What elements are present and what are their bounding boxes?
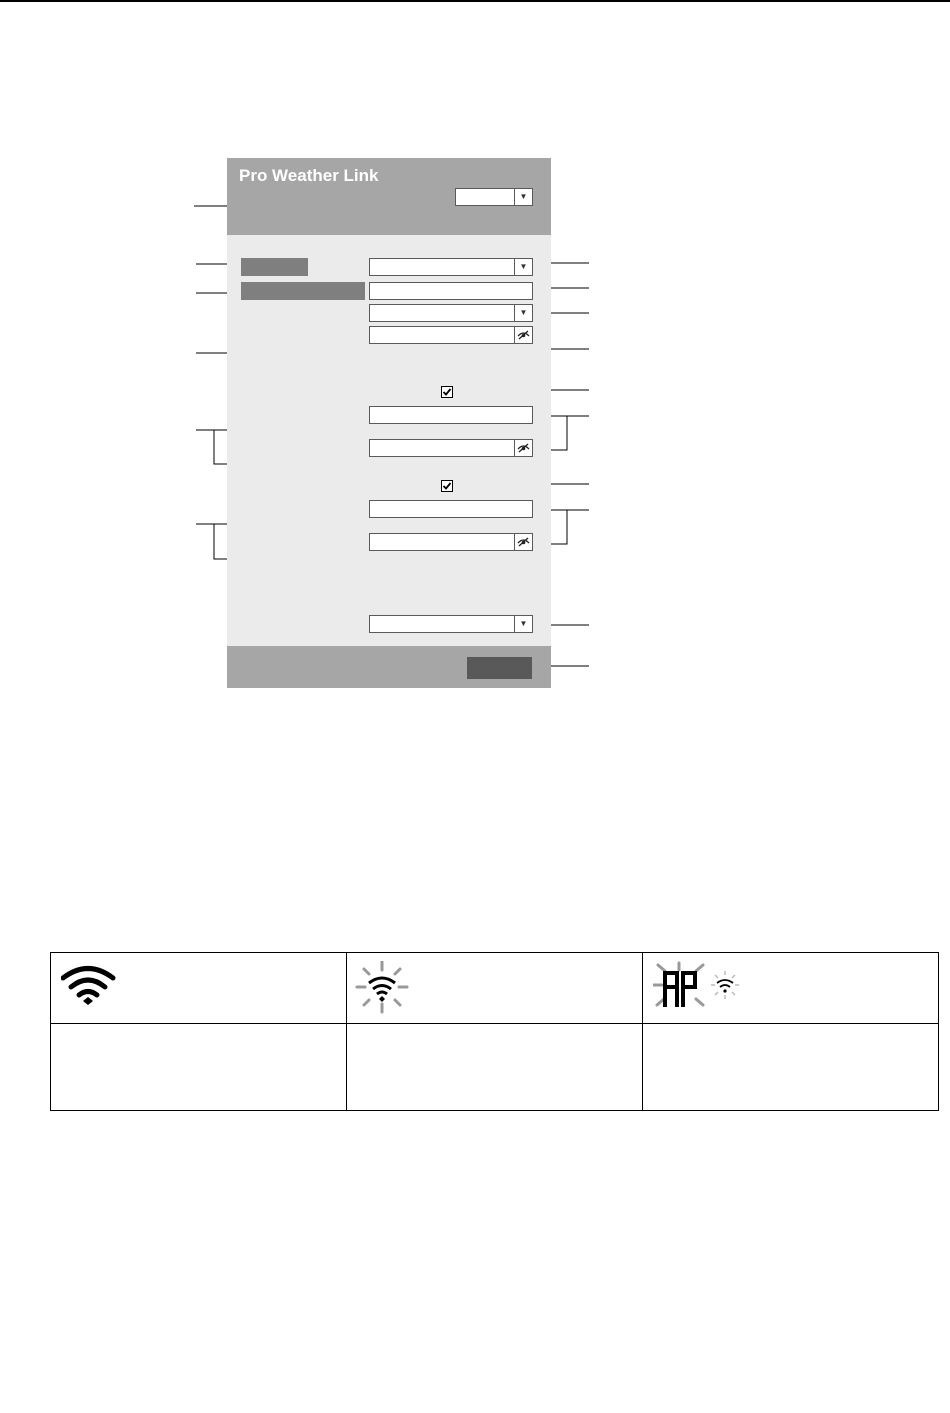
language-select[interactable] bbox=[455, 188, 533, 206]
ap-mode-icon bbox=[653, 961, 753, 1021]
status-desc-searching bbox=[347, 1024, 643, 1111]
chevron-down-icon: ▼ bbox=[514, 616, 532, 632]
text-field-2[interactable] bbox=[369, 406, 533, 424]
checkmark-icon bbox=[442, 481, 452, 491]
chevron-down-icon: ▼ bbox=[514, 259, 532, 275]
dropdown-field-1[interactable] bbox=[369, 258, 533, 276]
password-field-2[interactable] bbox=[369, 439, 533, 457]
eye-slash-icon[interactable] bbox=[514, 534, 532, 550]
text-field-1[interactable] bbox=[369, 282, 533, 300]
status-cell-searching bbox=[347, 953, 643, 1024]
chevron-down-icon: ▼ bbox=[514, 189, 532, 205]
checkmark-icon bbox=[442, 387, 452, 397]
dropdown-field-2[interactable] bbox=[369, 304, 533, 322]
checkbox-2[interactable] bbox=[441, 480, 453, 492]
wifi-icon bbox=[61, 961, 141, 1021]
password-field-1[interactable] bbox=[369, 326, 533, 344]
eye-slash-icon[interactable] bbox=[514, 440, 532, 456]
text-field-3[interactable] bbox=[369, 500, 533, 518]
status-cell-ap-mode bbox=[643, 953, 939, 1024]
dropdown-field-3[interactable] bbox=[369, 615, 533, 633]
label-bar-2 bbox=[241, 282, 365, 300]
chevron-down-icon: ▼ bbox=[514, 305, 532, 321]
wifi-status-table bbox=[50, 952, 939, 1112]
eye-slash-icon[interactable] bbox=[514, 327, 532, 343]
status-cell-connected bbox=[51, 953, 347, 1024]
label-bar-1 bbox=[241, 258, 308, 276]
checkbox-1[interactable] bbox=[441, 386, 453, 398]
status-desc-connected bbox=[51, 1024, 347, 1111]
wifi-searching-icon bbox=[355, 961, 435, 1021]
password-field-3[interactable] bbox=[369, 533, 533, 551]
page-title: Pro Weather Link bbox=[239, 166, 379, 185]
status-desc-ap-mode bbox=[643, 1024, 939, 1111]
save-button[interactable] bbox=[467, 657, 532, 679]
